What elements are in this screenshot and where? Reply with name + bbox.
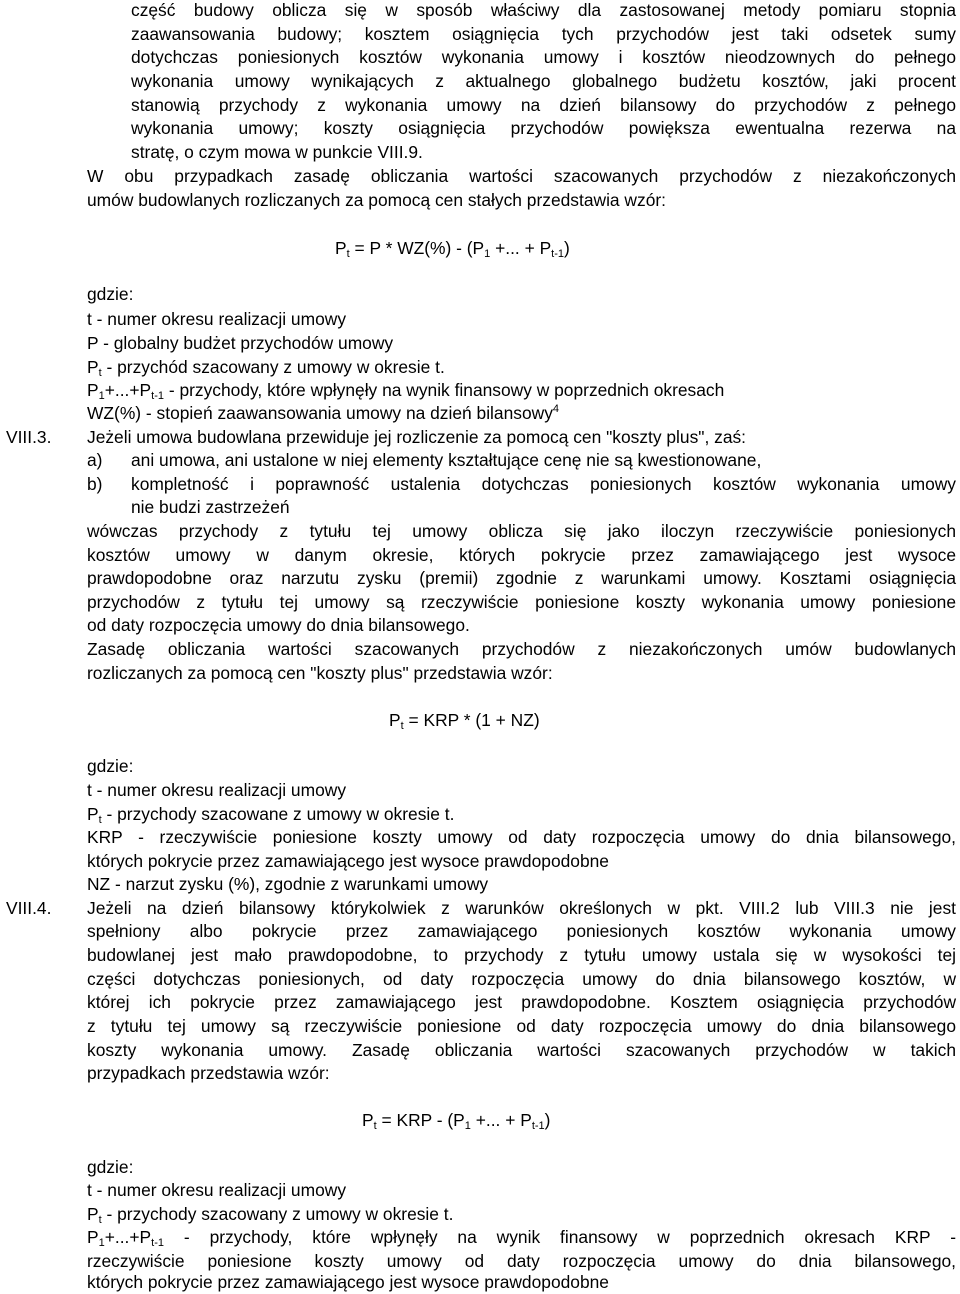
paragraph-line: wówczas przychody z tytułu tej umowy oblicza się jako iloczyn rzeczywiście poniesionych [87,521,956,541]
formula-2: $P_t$ = KRP * (1 + NZ) [389,710,540,732]
intro-line: stratę, o czym mowa w punkcie VIII.9. [131,142,423,162]
legend-item: WZ(%) - stopień zaawansowania umowy na dzień bilansowy$^4$ [87,403,560,423]
intro-line: wykonania umowy wynikających z aktualnego globalnego budżetu kosztów, jaki procent [131,71,956,91]
legend-gdzie: gdzie: [87,284,134,304]
intro-line: zaawansowania budowy; kosztem osiągnięcia tych przychodów jest taki odsetek sumy [131,24,956,44]
legend-item: KRP - rzeczywiście poniesione koszty umowy od daty rozpoczęcia umowy do dnia bilansowego, [87,827,956,847]
list-label-b: b) [87,474,103,494]
legend-gdzie: gdzie: [87,1157,134,1177]
legend-item: których pokrycie przez zamawiającego jest wysoce prawdopodobne [87,851,609,871]
paragraph-line: Jeżeli na dzień bilansowy którykolwiek z warunków określonych w pkt. VIII.2 lub VIII.3 nie jest [87,898,956,918]
intro-line: wykonania umowy; koszty osiągnięcia przychodów powiększa ewentualna rezerwa na [131,118,956,138]
formula-1: $P_t = P * WZ(\%) - (P_1$ +... + $P_{t-1}$) [335,238,570,260]
legend-item: $P_t$ - przychody szacowane z umowy w okresie t. [87,804,455,826]
legend-item: $P_1+...+P_{t-1}$ - przychody, które wpłynęły na wynik finansowy w poprzednich okresach [87,380,725,402]
legend-item: NZ - narzut zysku (%), zgodnie z warunkami umowy [87,874,489,894]
section-lead: Jeżeli umowa budowlana przewiduje jej rozliczenie za pomocą cen "koszty plus", zaś: [87,427,747,447]
list-label-a: a) [87,450,103,470]
section-number: VIII.4. [6,898,52,918]
formula-3: $P_t$ = KRP - ($P_1$ +... + $P_{t-1}$) [362,1110,551,1132]
legend-item: rzeczywiście poniesione koszty umowy od daty rozpoczęcia umowy do dnia bilansowego, [87,1251,956,1271]
paragraph-line: przychodów z tytułu tej umowy są rzeczywiście poniesione koszty wykonania umowy poniesione [87,592,956,612]
intro-line: dotychczas poniesionych kosztów wykonania umowy i kosztów nieodzownych do pełnego [131,47,956,67]
list-item-b: kompletność i poprawność ustalenia dotychczas poniesionych kosztów wykonania umowy [131,474,956,494]
paragraph-line: części dotychczas poniesionych, od daty rozpoczęcia umowy do dnia bilansowego kosztów, w [87,969,956,989]
legend-item: P - globalny budżet przychodów umowy [87,333,394,353]
paragraph-line: od daty rozpoczęcia umowy do dnia bilansowego. [87,615,470,635]
legend-item: t - numer okresu realizacji umowy [87,309,347,329]
paragraph-line: przypadkach przedstawia wzór: [87,1063,330,1083]
paragraph-line: budowlanej jest mało prawdopodobne, to przychody z tytułu umowy ustala się w wysokości tej [87,945,956,965]
legend-item: $P_t$ - przychód szacowany z umowy w okresie t. [87,357,445,379]
legend-item: t - numer okresu realizacji umowy [87,1180,347,1200]
footnote-ref: 4 [552,403,560,415]
section-number: VIII.3. [6,427,52,447]
intro-line: stanowią przychody z wykonania umowy na dzień bilansowy do przychodów z pełnego [131,95,956,115]
list-item-a: ani umowa, ani ustalone w niej elementy kształtujące cenę nie są kwestionowane, [131,450,762,470]
paragraph-line: z tytułu tej umowy są rzeczywiście poniesione od daty rozpoczęcia umowy do dnia bilansowego [87,1016,956,1036]
legend-item: t - numer okresu realizacji umowy [87,780,347,800]
paragraph-line: której ich pokrycie przez zamawiającego jest prawdopodobne. Kosztem osiągnięcia przychodów [87,992,956,1012]
paragraph-line: rozliczanych za pomocą cen "koszty plus" przedstawia wzór: [87,663,553,683]
paragraph-line: prawdopodobne oraz narzutu zysku (premii) zgodnie z warunkami umowy. Kosztami osiągnięcia [87,568,956,588]
legend-item: których pokrycie przez zamawiającego jest wysoce prawdopodobne [87,1272,609,1292]
intro-line: część budowy oblicza się w sposób właściwy dla zastosowanej metody pomiaru stopnia [131,0,956,20]
list-item-b: nie budzi zastrzeżeń [131,497,290,517]
legend-item: $P_1+...+P_{t-1}$ - przychody, które wpłynęły na wynik finansowy w poprzednich okresach KRP - [87,1227,956,1249]
paragraph-line: kosztów umowy w danym okresie, których pokrycie przez zamawiającego jest wysoce [87,545,956,565]
legend-item: $P_t$ - przychody szacowany z umowy w okresie t. [87,1204,454,1226]
legend-gdzie: gdzie: [87,756,134,776]
paragraph-line: umów budowlanych rozliczanych za pomocą cen stałych przedstawia wzór: [87,190,666,210]
paragraph-line: W obu przypadkach zasadę obliczania wartości szacowanych przychodów z niezakończonych [87,166,956,186]
paragraph-line: Zasadę obliczania wartości szacowanych przychodów z niezakończonych umów budowlanych [87,639,956,659]
paragraph-line: koszty wykonania umowy. Zasadę obliczania wartości szacowanych przychodów w takich [87,1040,956,1060]
paragraph-line: spełniony albo pokrycie przez zamawiającego poniesionych kosztów wykonania umowy [87,921,956,941]
